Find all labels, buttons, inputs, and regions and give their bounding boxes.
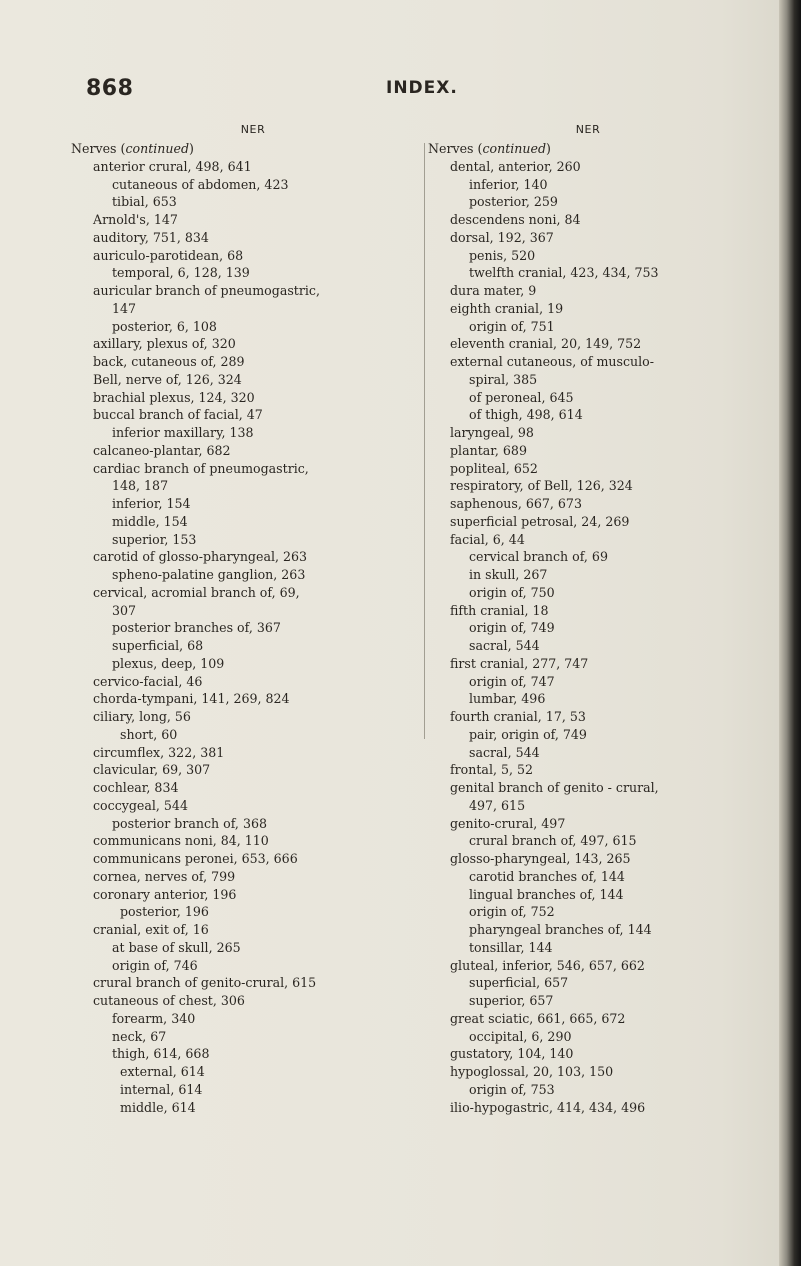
index-entry: coronary anterior, 196 xyxy=(93,886,237,902)
index-entry: superior, 657 xyxy=(469,993,554,1008)
index-entry: genital branch of genito - crural, xyxy=(450,780,659,795)
index-entry: middle, 154 xyxy=(112,513,188,529)
index-entry: occipital, 6, 290 xyxy=(469,1028,572,1044)
index-entry: superficial, 68 xyxy=(112,638,204,653)
index-entry: ciliary, long, 56 xyxy=(93,709,191,724)
index-entry: superficial petrosal, 24, 269 xyxy=(450,513,630,529)
index-entry: 148, 187 xyxy=(112,478,169,494)
index-entry: temporal, 6, 128, 139 xyxy=(112,265,250,281)
index-entry: 147 xyxy=(112,300,137,316)
index-entry: hypoglossal, 20, 103, 150 xyxy=(450,1064,614,1079)
index-entry: Nerves (continued) xyxy=(71,141,194,156)
index-entry: origin of, 751 xyxy=(469,318,555,334)
index-entry: superior, 153 xyxy=(112,531,197,547)
index-entry: origin of, 752 xyxy=(469,904,555,920)
index-entry: coccygeal, 544 xyxy=(93,797,188,813)
column-guide-word: NER xyxy=(575,123,601,136)
index-entry: short, 60 xyxy=(120,726,178,742)
index-entry: cornea, nerves of, 799 xyxy=(93,868,236,884)
index-entry: Bell, nerve of, 126, 324 xyxy=(93,371,242,387)
index-entry: 497, 615 xyxy=(469,797,526,813)
index-entry: external cutaneous, of musculo- xyxy=(450,354,654,369)
index-column-right xyxy=(428,121,748,1116)
index-column-left xyxy=(71,121,411,1116)
index-entry: eighth cranial, 19 xyxy=(450,300,564,316)
index-entry: great sciatic, 661, 665, 672 xyxy=(450,1010,626,1026)
index-entry: pair, origin of, 749 xyxy=(469,726,587,742)
index-entry: cutaneous of chest, 306 xyxy=(93,993,245,1008)
index-entry: cervico-facial, 46 xyxy=(93,673,203,689)
index-entry: crural branch of, 497, 615 xyxy=(469,833,637,849)
index-entry: carotid of glosso-pharyngeal, 263 xyxy=(93,549,308,565)
index-entry: clavicular, 69, 307 xyxy=(93,762,211,778)
index-entry: axillary, plexus of, 320 xyxy=(93,336,236,352)
index-entry: inferior maxillary, 138 xyxy=(112,425,254,440)
index-entry: inferior, 140 xyxy=(469,176,548,192)
index-entry: calcaneo-plantar, 682 xyxy=(93,442,231,458)
index-entry: tonsillar, 144 xyxy=(469,939,553,955)
index-entry: plantar, 689 xyxy=(450,442,527,458)
index-entry: internal, 614 xyxy=(120,1081,203,1097)
index-entry: plexus, deep, 109 xyxy=(112,655,225,671)
index-entry: tibial, 653 xyxy=(112,194,177,210)
index-entry: genito-crural, 497 xyxy=(450,815,566,831)
index-entry: of thigh, 498, 614 xyxy=(469,407,583,423)
index-entry: first cranial, 277, 747 xyxy=(450,655,589,671)
index-entry: posterior branch of, 368 xyxy=(112,815,267,831)
index-entry: at base of skull, 265 xyxy=(112,939,241,955)
page-number: 868 xyxy=(86,76,134,101)
index-entry: communicans noni, 84, 110 xyxy=(93,833,269,849)
index-entry: sacral, 544 xyxy=(469,638,540,653)
index-entry: cardiac branch of pneumogastric, xyxy=(93,460,309,476)
index-entry: dorsal, 192, 367 xyxy=(450,229,554,245)
index-entry: cochlear, 834 xyxy=(93,780,179,795)
index-entry: neck, 67 xyxy=(112,1028,167,1044)
index-entry: chorda-tympani, 141, 269, 824 xyxy=(93,691,290,707)
index-entry: auditory, 751, 834 xyxy=(93,229,209,245)
index-entry: spheno-palatine ganglion, 263 xyxy=(112,567,306,582)
index-entry: 307 xyxy=(112,602,137,618)
index-entry: origin of, 746 xyxy=(112,957,198,973)
index-entry: glosso-pharyngeal, 143, 265 xyxy=(450,851,631,866)
index-entry: forearm, 340 xyxy=(112,1010,196,1026)
index-entry: frontal, 5, 52 xyxy=(450,762,534,778)
index-entry: penis, 520 xyxy=(469,247,536,263)
index-entry: sacral, 544 xyxy=(469,744,540,760)
index-entry: respiratory, of Bell, 126, 324 xyxy=(450,478,633,494)
index-entry: origin of, 749 xyxy=(469,620,555,636)
page-header xyxy=(0,76,760,106)
index-entry: external, 614 xyxy=(120,1064,205,1079)
index-entry: of peroneal, 645 xyxy=(469,389,574,405)
index-entry: facial, 6, 44 xyxy=(450,531,525,547)
index-entry: origin of, 753 xyxy=(469,1081,555,1097)
running-title: INDEX. xyxy=(386,78,458,98)
column-guide-word: NER xyxy=(240,123,266,136)
page-binding-edge xyxy=(779,0,801,1266)
index-entry: posterior, 196 xyxy=(120,904,209,920)
index-entry: lumbar, 496 xyxy=(469,691,546,707)
index-entry: in skull, 267 xyxy=(469,567,548,582)
index-entry-tail: ) xyxy=(546,141,551,156)
index-entry: fifth cranial, 18 xyxy=(450,602,549,618)
index-entry: carotid branches of, 144 xyxy=(469,868,625,884)
index-entry: Arnold's, 147 xyxy=(93,212,178,227)
index-entry: gustatory, 104, 140 xyxy=(450,1046,574,1062)
index-entry: popliteal, 652 xyxy=(450,460,538,476)
index-entry: spiral, 385 xyxy=(469,371,538,387)
column-divider xyxy=(424,143,425,739)
index-entry: inferior, 154 xyxy=(112,496,191,511)
index-entry: cervical, acromial branch of, 69, xyxy=(93,584,300,600)
index-entry: posterior, 6, 108 xyxy=(112,318,217,334)
index-entry: cervical branch of, 69 xyxy=(469,549,608,565)
index-entry: anterior crural, 498, 641 xyxy=(93,158,252,174)
index-entry: dura mater, 9 xyxy=(450,283,537,298)
index-entry: gluteal, inferior, 546, 657, 662 xyxy=(450,957,645,973)
index-entry: cutaneous of abdomen, 423 xyxy=(112,176,289,192)
index-entry: posterior branches of, 367 xyxy=(112,620,281,636)
index-entry: communicans peronei, 653, 666 xyxy=(93,851,298,866)
index-entry: superficial, 657 xyxy=(469,975,569,991)
index-entry: Nerves (continued) xyxy=(428,141,551,156)
index-entry: posterior, 259 xyxy=(469,194,558,210)
index-entry-italic: continued xyxy=(482,141,547,156)
index-entry: back, cutaneous of, 289 xyxy=(93,354,245,369)
index-entry: lingual branches of, 144 xyxy=(469,886,624,902)
index-entry: crural branch of genito-crural, 615 xyxy=(93,975,317,991)
index-entry: origin of, 750 xyxy=(469,584,555,600)
index-entry: descendens noni, 84 xyxy=(450,212,581,227)
index-entry: ilio-hypogastric, 414, 434, 496 xyxy=(450,1099,646,1115)
index-entry: pharyngeal branches of, 144 xyxy=(469,922,652,937)
index-entry: brachial plexus, 124, 320 xyxy=(93,389,255,405)
index-entry-tail: ) xyxy=(189,141,194,156)
index-entry: fourth cranial, 17, 53 xyxy=(450,709,586,724)
index-entry-italic: continued xyxy=(125,141,190,156)
index-entry: laryngeal, 98 xyxy=(450,425,534,440)
index-entry: eleventh cranial, 20, 149, 752 xyxy=(450,336,642,352)
index-entry: twelfth cranial, 423, 434, 753 xyxy=(469,265,659,281)
index-entry: auricular branch of pneumogastric, xyxy=(93,283,320,298)
index-entry: circumflex, 322, 381 xyxy=(93,744,225,760)
index-entry: buccal branch of facial, 47 xyxy=(93,407,263,423)
index-entry: auriculo-parotidean, 68 xyxy=(93,247,244,263)
index-entry: saphenous, 667, 673 xyxy=(450,496,582,511)
index-entry: dental, anterior, 260 xyxy=(450,158,581,174)
index-entry: origin of, 747 xyxy=(469,673,555,689)
index-entry: thigh, 614, 668 xyxy=(112,1046,210,1062)
index-entry: cranial, exit of, 16 xyxy=(93,922,209,937)
index-entry: middle, 614 xyxy=(120,1099,196,1115)
